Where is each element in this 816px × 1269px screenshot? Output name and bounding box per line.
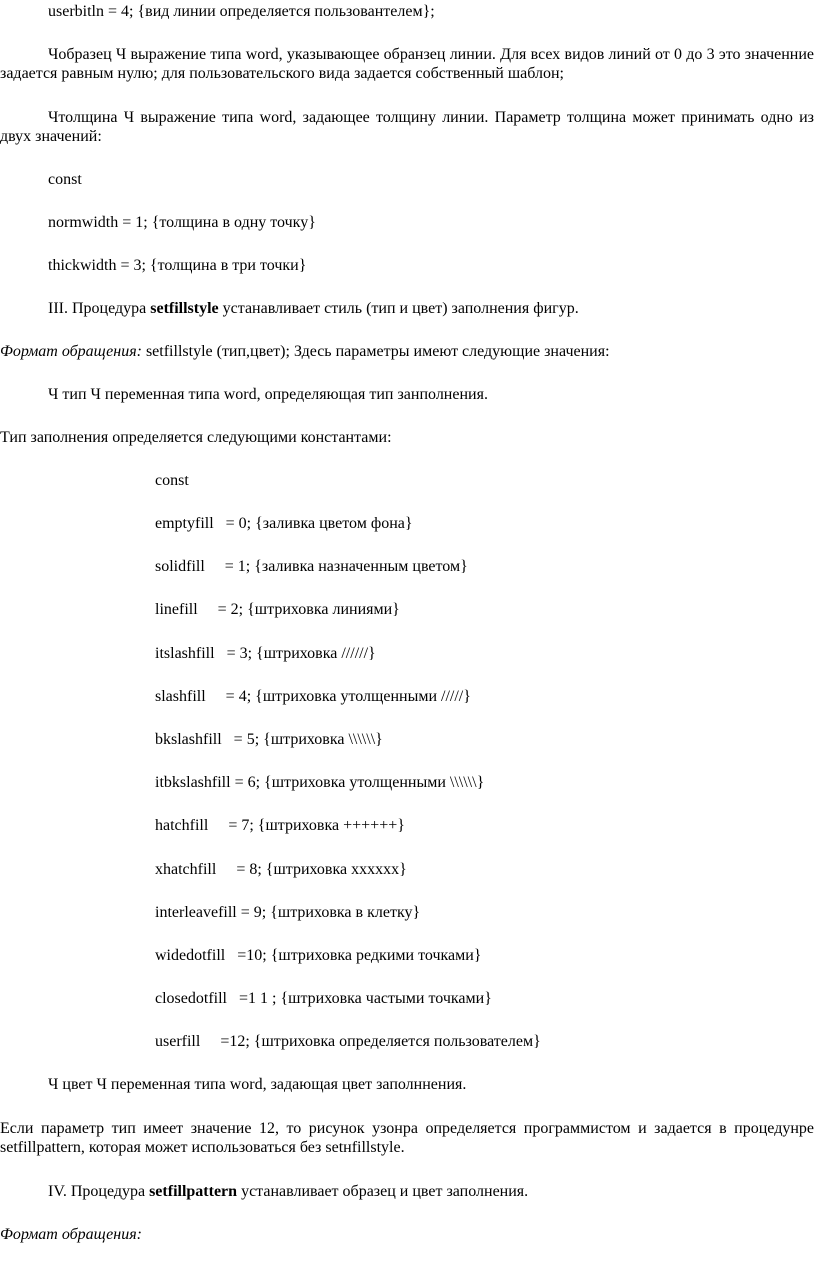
fill-constant-value: = 5; {штриховка \\\\\\} (233, 731, 383, 748)
section-3-suffix: устанавливает стиль (тип и цвет) заполнения фигур. (218, 300, 579, 317)
fill-constant-name: userfill (155, 1033, 201, 1050)
section-4-heading (48, 1182, 528, 1201)
section-3-prefix: III. Процедура (48, 300, 151, 317)
cvet-param-line: Ч цвет Ч переменная типа word, задающая цвет заполннения. (48, 1076, 467, 1093)
section-4-prefix: IV. Процедура (48, 1183, 150, 1200)
fill-constant-row (155, 989, 492, 1008)
format-label-2: Формат обращения: (0, 1226, 142, 1243)
fill-constant-row (155, 946, 481, 965)
fill-constant-row (155, 773, 484, 792)
paragraph-obrazec (0, 45, 814, 83)
userbitln-line: userbitln = 4; {вид линии определяется пользовантелем}; (48, 3, 435, 20)
fill-constant-value: = 0; {заливка цветом фона} (225, 515, 413, 532)
const-keyword-1: const (48, 171, 82, 188)
fill-constant-value: = 1; {заливка назначенным цветом} (224, 558, 468, 575)
paragraph-esli (0, 1119, 814, 1157)
tip-param-line: Ч тип Ч переменная типа word, определяющая тип занполнения. (48, 386, 488, 403)
section-3-heading (48, 299, 579, 318)
fill-constants-intro: Тип заполнения определяется следующими константами: (0, 429, 392, 446)
paragraph-obrazec-text: Чобразец Ч выражение типа word, указывающее обранзец линии. Для всех видов линий от 0 до 3 это значенние задается равным нулю; для пользовательского вида задается собственный шаблон; (0, 46, 814, 82)
section-3-procedure-name: setfillstyle (150, 300, 219, 317)
paragraph-esli-text: Если параметр тип имеет значение 12, то рисунок узонра определяется программистом и задается в процедунре setfillpattern, которая может использоваться без setнfillstyle. (0, 1120, 814, 1156)
fill-constant-name: interleavefill (155, 904, 237, 921)
normwidth-line: normwidth = 1; {толщина в одну точку} (48, 214, 316, 231)
section-4-procedure-name: setfillpattern (149, 1183, 238, 1200)
paragraph-tolshina (0, 108, 814, 146)
fill-constant-name: widedotfill (155, 947, 226, 964)
format-label-1: Формат обращения: (0, 343, 142, 360)
fill-constant-value: = 9; {штриховка в клетку} (240, 904, 421, 921)
thickwidth-line: thickwidth = 3; {толщина в три точки} (48, 257, 307, 274)
fill-constant-row (155, 1032, 541, 1051)
fill-constant-name: bkslashfill (155, 731, 222, 748)
fill-constant-name: linefill (155, 601, 198, 618)
fill-constant-row (155, 644, 376, 663)
fill-constant-value: = 3; {штриховка //////} (226, 645, 376, 662)
fill-constant-row (155, 860, 407, 879)
fill-constant-value: = 8; {штриховка xxxxxx} (236, 861, 407, 878)
fill-constant-name: hatchfill (155, 817, 209, 834)
fill-constant-row (155, 903, 420, 922)
fill-constant-value: = 6; {штриховка утолщенными \\\\\\} (234, 774, 485, 791)
fill-constant-row (155, 557, 468, 576)
section-4-suffix: устанавливает образец и цвет заполнения. (237, 1183, 529, 1200)
fill-constant-name: closedotfill (155, 990, 227, 1007)
fill-constant-name: slashfill (155, 688, 206, 705)
fill-constant-value: = 4; {штриховка утолщенными /////} (225, 688, 471, 705)
fill-constant-value: =12; {штриховка определяется пользователем} (220, 1033, 541, 1050)
fill-constant-row (155, 600, 400, 619)
fill-constant-value: =1 1 ; {штриховка частыми точками} (238, 990, 492, 1007)
fill-constant-name: itbkslashfill (155, 774, 231, 791)
format-line-2 (0, 1225, 142, 1244)
fill-constant-row (155, 816, 405, 835)
fill-constant-name: xhatchfill (155, 861, 217, 878)
fill-constant-name: emptyfill (155, 515, 214, 532)
fill-constant-row (155, 730, 383, 749)
fill-constant-name: itslashfill (155, 645, 215, 662)
fill-constant-value: =10; {штриховка редкими точками} (237, 947, 482, 964)
paragraph-tolshina-text: Чтолщина Ч выражение типа word, задающее толщину линии. Параметр толщина может принимать одно из двух значений: (0, 109, 814, 145)
fill-constant-name: solidfill (155, 558, 205, 575)
fill-constant-row (155, 687, 471, 706)
format-text-1: setfillstyle (тип,цвет); Здесь параметры имеют следующие значения: (141, 343, 610, 360)
const-keyword-2: const (155, 472, 189, 489)
fill-constant-value: = 2; {штриховка линиями} (217, 601, 400, 618)
format-line-1 (0, 342, 610, 361)
fill-constant-row (155, 514, 413, 533)
fill-constant-value: = 7; {штриховка ++++++} (228, 817, 405, 834)
